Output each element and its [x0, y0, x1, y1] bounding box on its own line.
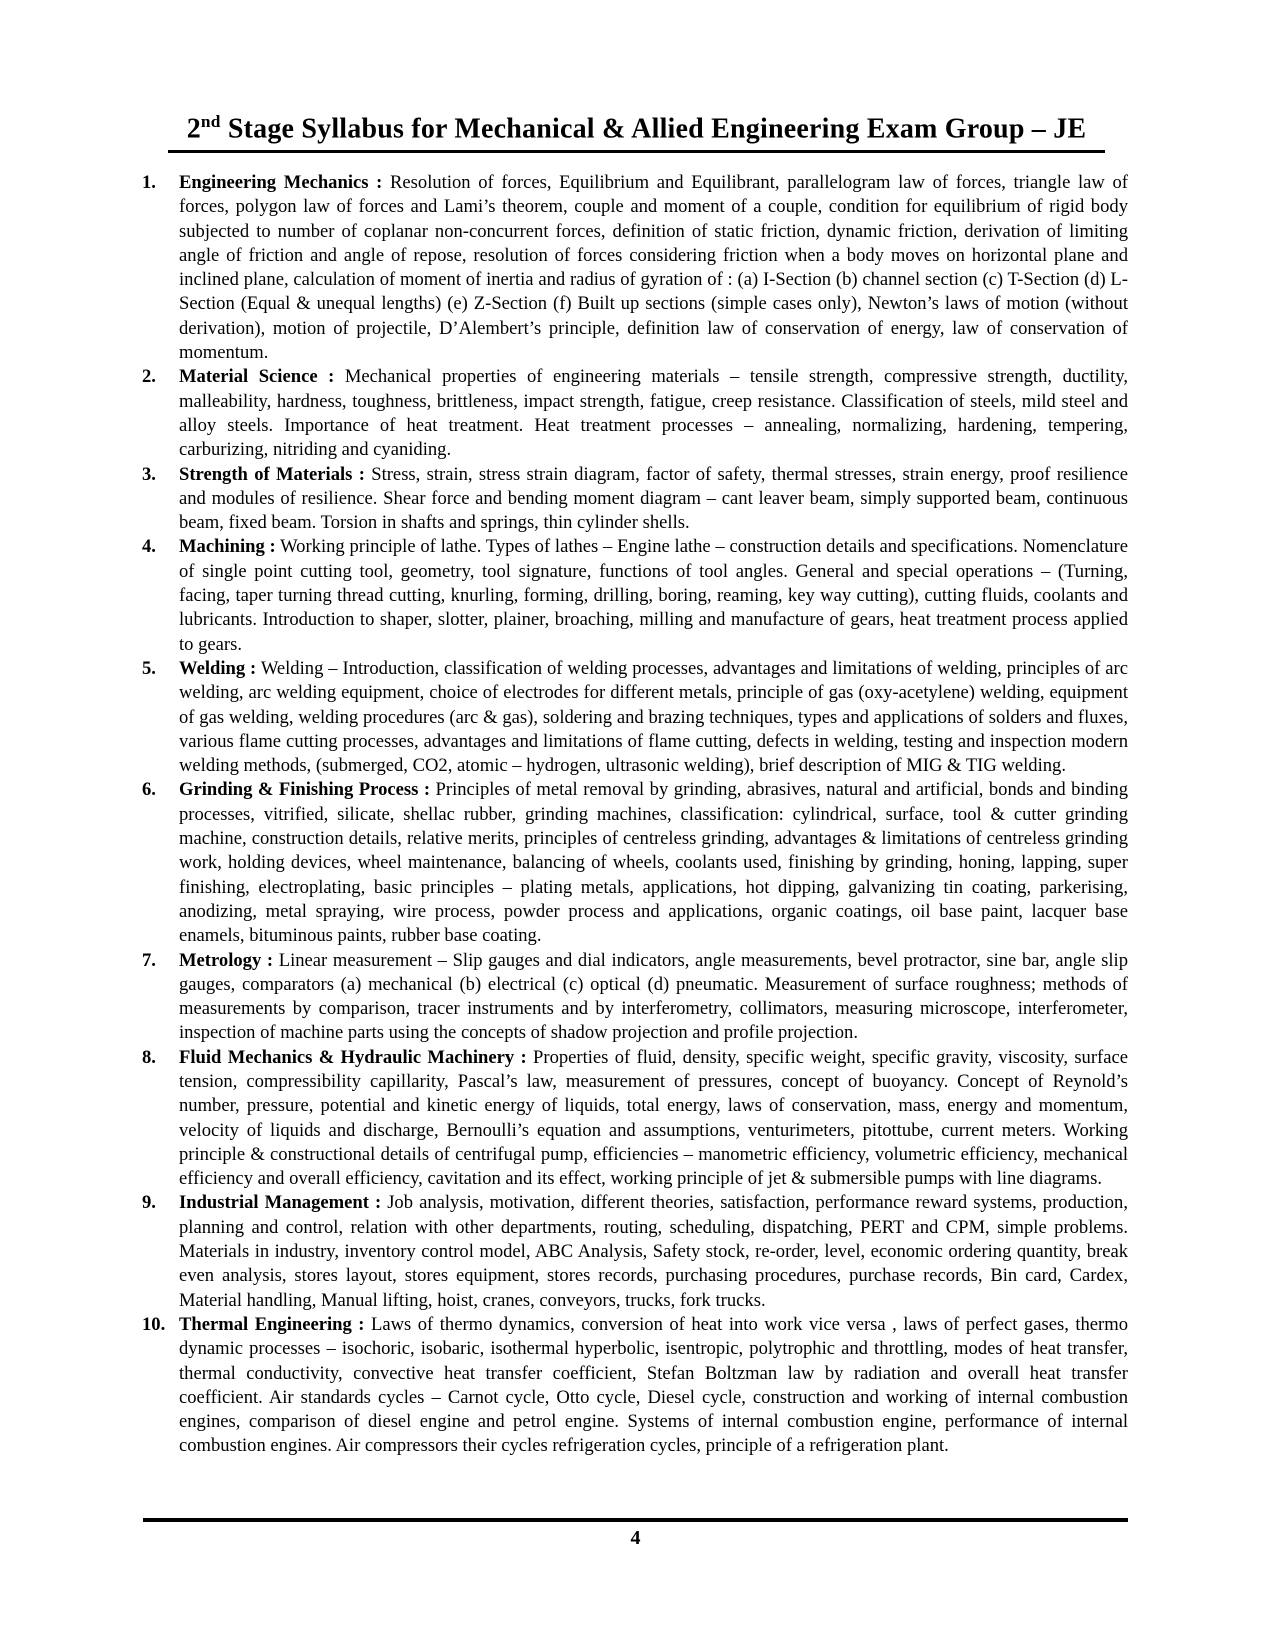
item-heading: Welding :	[179, 657, 257, 679]
item-body: Welding – Introduction, classification of welding processes, advantages and limitations of welding, principles of arc welding, arc welding equipment, choice of electrodes for different metals, principle of gas (oxy-acetylene) welding, equipment of gas welding, welding procedures (arc & gas), soldering and brazing techniques, types and applications of solders and fluxes, various flame cutting processes, advantages and limitations of flame cutting, defects in welding, testing and inspection modern welding methods, (submerged, CO2, atomic – hydrogen, ultrasonic welding), brief description of MIG & TIG welding.	[179, 657, 1128, 777]
item-heading: Fluid Mechanics & Hydraulic Machinery :	[179, 1046, 527, 1068]
title-divider	[168, 150, 1105, 153]
item-number: 6.	[142, 779, 156, 801]
title-ordinal-superscript: nd	[200, 112, 221, 131]
syllabus-item-9	[142, 1191, 1128, 1312]
item-body: Linear measurement – Slip gauges and dial indicators, angle measurements, bevel protractor, sine bar, angle slip gauges, comparators (a) mechanical (b) electrical (c) optical (d) pneumatic. Measurement of surface roughness; methods of measurements by comparison, tracer instruments and by interferometry, collimators, measuring microscope, interferometer, inspection of machine parts using the concepts of shadow projection and profile projection.	[179, 949, 1128, 1044]
item-number: 3.	[142, 463, 156, 485]
item-body: Principles of metal removal by grinding, abrasives, natural and artificial, bonds and binding processes, vitrified, silicate, shellac rubber, grinding machines, classification: cylindrical, surface, tool & cutter grinding machine, construction details, relative merits, principles of centreless grinding, advantages & limitations of centreless grinding work, holding devices, wheel maintenance, balancing of wheels, coolants used, finishing by grinding, honing, lapping, super finishing, electroplating, basic principles – plating metals, applications, hot dipping, galvanizing tin coating, parkerising, anodizing, metal spraying, wire process, powder process and applications, organic coatings, oil base paint, lacquer base enamels, bituminous paints, rubber base coating.	[179, 779, 1128, 947]
page-title	[168, 112, 1105, 145]
syllabus-list	[142, 171, 1128, 1459]
item-number: 7.	[142, 949, 156, 971]
item-body: Mechanical properties of engineering materials – tensile strength, compressive strength, ductility, malleability, hardness, toughness, brittleness, impact strength, fatigue, creep resistance. Classification of steels, mild steel and alloy steels. Importance of heat treatment. Heat treatment processes – annealing, normalizing, hardening, tempering, carburizing, nitriding and cyaniding.	[179, 366, 1128, 461]
footer-divider	[143, 1518, 1128, 1522]
syllabus-item-5	[142, 657, 1128, 778]
item-number: 8.	[142, 1046, 156, 1068]
item-heading: Material Science :	[179, 366, 335, 388]
item-body: Properties of fluid, density, specific weight, specific gravity, viscosity, surface tension, compressibility capillarity, Pascal’s law, measurement of pressures, concept of buoyancy. Concept of Reynold’s number, pressure, potential and kinetic energy of liquids, total energy, laws of conservation, mass, energy and momentum, velocity of liquids and discharge, Bernoulli’s equation and assumptions, venturimeters, pitottube, current meters. Working principle & constructional details of centrifugal pump, efficiencies – manometric efficiency, volumetric efficiency, mechanical efficiency and overall efficiency, cavitation and its effect, working principle of jet & submersible pumps with line diagrams.	[179, 1046, 1128, 1190]
syllabus-item-4	[142, 535, 1128, 656]
syllabus-item-10	[142, 1313, 1128, 1459]
item-heading: Industrial Management :	[179, 1192, 382, 1214]
title-text: Stage Syllabus for Mechanical & Allied Engineering Exam Group – JE	[227, 113, 1087, 145]
item-number: 2.	[142, 366, 156, 388]
item-number: 1.	[142, 172, 156, 193]
syllabus-item-2	[142, 365, 1128, 462]
item-number: 4.	[142, 536, 156, 558]
item-body: Laws of thermo dynamics, conversion of heat into work vice versa , laws of perfect gases, thermo dynamic processes – isochoric, isobaric, isothermal hyperbolic, isentropic, polytrophic and throttling, modes of heat transfer, thermal conductivity, convective heat transfer coefficient, Stefan Boltzman law by radiation and overall heat transfer coefficient. Air standards cycles – Carnot cycle, Otto cycle, Diesel cycle, construction and working of internal combustion engines, comparison of diesel engine and petrol engine. Systems of internal combustion engine, performance of internal combustion engines. Air compressors their cycles refrigeration cycles, principle of a refrigeration plant.	[179, 1313, 1128, 1457]
item-body: Job analysis, motivation, different theories, satisfaction, performance reward systems, production, planning and control, relation with other departments, routing, scheduling, dispatching, PERT and CPM, simple problems. Materials in industry, inventory control model, ABC Analysis, Safety stock, re-order, level, economic ordering quantity, break even analysis, stores layout, stores equipment, stores records, purchasing procedures, purchase records, Bin card, Cardex, Material handling, Manual lifting, hoist, cranes, conveyors, trucks, fork trucks.	[179, 1192, 1128, 1311]
syllabus-item-1	[142, 171, 1128, 365]
page-number: 4	[630, 1527, 641, 1549]
item-body: Resolution of forces, Equilibrium and Equilibrant, parallelogram law of forces, triangle law of forces, polygon law of forces and Lami’s theorem, couple and moment of a couple, condition for equilibrium of rigid body subjected to number of coplanar non-concurrent forces, definition of static friction, dynamic friction, derivation of limiting angle of friction and angle of repose, resolution of forces considering friction when a body moves on horizontal plane and inclined plane, calculation of moment of inertia and radius of gyration of : (a) I-Section (b) channel section (c) T-Section (d) L-Section (Equal & unequal lengths) (e) Z-Section (f) Built up sections (simple cases only), Newton’s laws of motion (without derivation), motion of projectile, D’Alembert’s principle, definition law of conservation of energy, law of conservation of momentum.	[179, 172, 1128, 364]
item-number: 10.	[142, 1313, 166, 1335]
syllabus-item-8	[142, 1046, 1128, 1192]
syllabus-item-3	[142, 463, 1128, 536]
syllabus-item-7	[142, 949, 1128, 1046]
item-heading: Metrology :	[179, 949, 274, 971]
item-heading: Grinding & Finishing Process :	[179, 779, 431, 801]
document-header	[168, 112, 1105, 153]
item-heading: Thermal Engineering :	[179, 1313, 365, 1335]
title-prefix: 2	[186, 113, 201, 145]
syllabus-item-6	[142, 778, 1128, 948]
item-number: 9.	[142, 1192, 156, 1214]
item-body: Stress, strain, stress strain diagram, factor of safety, thermal stresses, strain energy, proof resilience and modules of resilience. Shear force and bending moment diagram – cant leaver beam, simply supported beam, continuous beam, fixed beam. Torsion in shafts and springs, thin cylinder shells.	[179, 463, 1128, 534]
item-number: 5.	[142, 657, 156, 679]
item-heading: Machining :	[179, 536, 276, 558]
item-heading: Strength of Materials :	[179, 463, 365, 485]
item-heading: Engineering Mechanics :	[179, 172, 383, 193]
item-body: Working principle of lathe. Types of lathes – Engine lathe – construction details and specifications. Nomenclature of single point cutting tool, geometry, tool signature, functions of tool angles. General and special operations – (Turning, facing, taper turning thread cutting, knurling, forming, drilling, boring, reaming, key way cutting), cutting fluids, coolants and lubricants. Introduction to shaper, slotter, plainer, broaching, milling and manufacture of gears, heat treatment process applied to gears.	[179, 536, 1128, 655]
